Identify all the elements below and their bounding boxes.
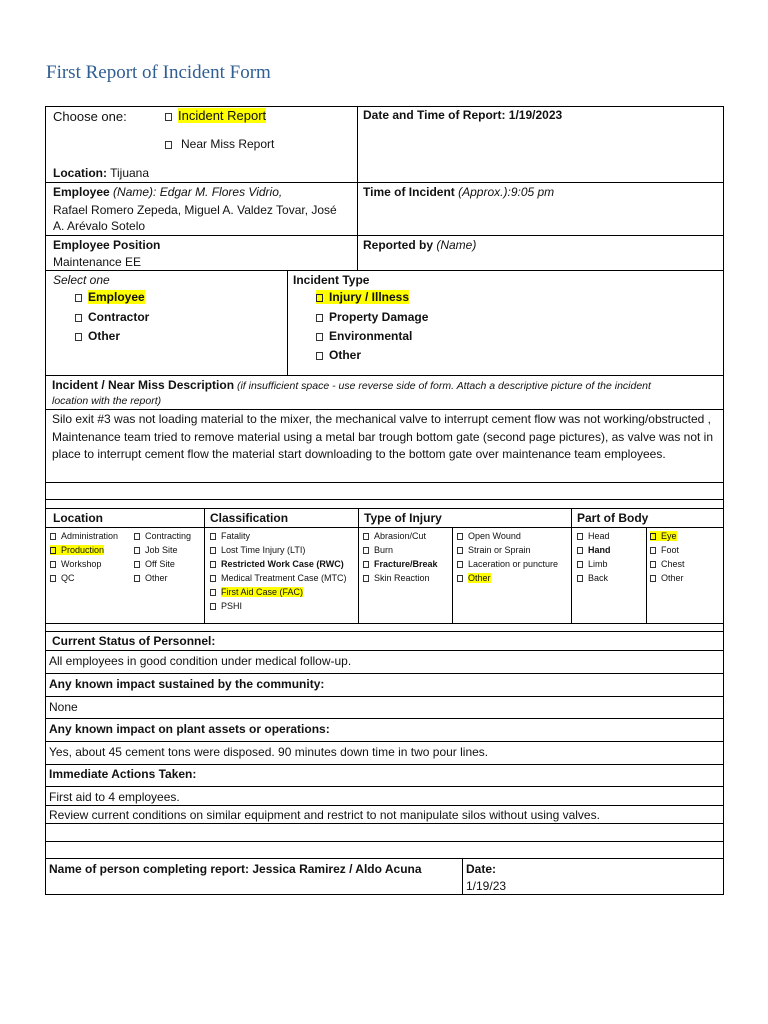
time-of-incident-field	[363, 185, 554, 200]
immediate-actions-label: Immediate Actions Taken:	[49, 767, 197, 781]
classification-option-rwc[interactable]: Restricted Work Case (RWC)	[210, 559, 344, 570]
checkbox-icon	[50, 547, 56, 554]
row-divider	[45, 499, 724, 500]
checkbox-icon	[577, 533, 583, 540]
checkbox-icon	[457, 561, 463, 568]
reported-by-value: (Name)	[433, 238, 477, 252]
column-divider	[287, 270, 288, 376]
classification-option-fatality[interactable]: Fatality	[210, 531, 250, 542]
classification-option-lti[interactable]: Lost Time Injury (LTI)	[210, 545, 305, 556]
checkbox-icon	[210, 547, 216, 554]
checkbox-icon	[363, 575, 369, 582]
body-option-chest[interactable]: Chest	[650, 559, 685, 570]
checkbox-icon	[363, 533, 369, 540]
category-type-of-injury-header: Type of Injury	[364, 511, 442, 525]
row-divider	[45, 631, 724, 632]
checkbox-icon	[316, 333, 323, 341]
select-one-option-contractor[interactable]: Contractor	[75, 310, 149, 325]
completing-person: Name of person completing report: Jessica Ramirez / Aldo Acuna	[49, 862, 422, 876]
checkbox-icon	[165, 141, 172, 149]
column-divider	[571, 508, 572, 624]
incident-report-label: Incident Report	[178, 108, 267, 123]
injury-option-skin-reaction[interactable]: Skin Reaction	[363, 573, 430, 584]
checkbox-icon	[50, 561, 56, 568]
date-label: Date:	[466, 862, 497, 876]
incident-type-option-other[interactable]: Other	[316, 348, 361, 363]
immediate-actions-value2: Review current conditions on similar equipment and restrict to not manipulate silos without using valves.	[49, 808, 600, 822]
location-option-contracting[interactable]: Contracting	[134, 531, 191, 542]
select-one-option-employee[interactable]: Employee	[75, 290, 145, 305]
location-label: Location:	[53, 166, 107, 180]
personnel-status-value: All employees in good condition under medical follow-up.	[49, 654, 352, 668]
classification-option-fac[interactable]: First Aid Case (FAC)	[210, 587, 303, 598]
row-divider	[45, 508, 724, 509]
row-divider	[45, 409, 724, 410]
checkbox-icon	[210, 589, 216, 596]
location-option-job-site[interactable]: Job Site	[134, 545, 178, 556]
row-divider	[45, 841, 724, 842]
category-classification-header: Classification	[210, 511, 289, 525]
incident-type-label: Incident Type	[293, 273, 370, 287]
checkbox-icon	[75, 333, 82, 341]
column-divider	[452, 527, 453, 624]
classification-option-mtc[interactable]: Medical Treatment Case (MTC)	[210, 573, 347, 584]
row-divider	[45, 858, 724, 859]
row-divider	[45, 375, 724, 376]
incident-type-option-environmental[interactable]: Environmental	[316, 329, 412, 344]
column-divider	[358, 508, 359, 624]
column-divider	[204, 508, 205, 624]
employee-label: Employee	[53, 185, 110, 199]
row-divider	[45, 182, 724, 183]
row-divider	[45, 786, 724, 787]
checkbox-icon	[50, 533, 56, 540]
description-header	[52, 378, 651, 394]
body-option-limb[interactable]: Limb	[577, 559, 608, 570]
row-divider	[45, 823, 724, 824]
personnel-status-label: Current Status of Personnel:	[52, 634, 216, 648]
select-one-option-other[interactable]: Other	[75, 329, 120, 344]
checkbox-icon	[134, 547, 140, 554]
location-value: Tijuana	[107, 166, 150, 180]
description-text: Silo exit #3 was not loading material to the mixer, the mechanical valve to interrupt cement flow was not working/obstructed , Maintenance team tried to remove material using a metal bar trough bottom gate (second page pictures), as valve was not in place to interrupt cement flow the material start downloading to the bottom gate over maintenance team employees.	[52, 412, 714, 461]
checkbox-icon	[316, 314, 323, 322]
checkbox-icon	[75, 294, 82, 302]
row-divider	[45, 623, 724, 624]
body-option-head[interactable]: Head	[577, 531, 610, 542]
checkbox-icon	[210, 575, 216, 582]
community-impact-value: None	[49, 700, 78, 714]
incident-report-option[interactable]	[165, 108, 266, 123]
column-divider	[462, 858, 463, 895]
column-divider	[357, 106, 358, 270]
location-option-production[interactable]: Production	[50, 545, 104, 556]
time-of-incident-value: (Approx.):9:05 pm	[454, 185, 555, 199]
row-divider	[45, 527, 724, 528]
immediate-actions-value1: First aid to 4 employees.	[49, 790, 180, 804]
near-miss-report-label: Near Miss Report	[181, 137, 275, 151]
checkbox-icon	[316, 352, 323, 360]
body-option-foot[interactable]: Foot	[650, 545, 679, 556]
plant-impact-label: Any known impact on plant assets or operations:	[49, 722, 330, 736]
checkbox-icon	[134, 533, 140, 540]
checkbox-icon	[316, 294, 323, 302]
location-option-administration[interactable]: Administration	[50, 531, 118, 542]
reported-by-field	[363, 238, 476, 253]
row-divider	[45, 235, 724, 236]
near-miss-report-option[interactable]	[165, 137, 274, 152]
injury-option-open-wound[interactable]: Open Wound	[457, 531, 521, 542]
checkbox-icon	[650, 547, 656, 554]
row-divider	[45, 270, 724, 271]
employee-names-line2: Rafael Romero Zepeda, Miguel A. Valdez Tovar, José	[53, 203, 337, 217]
classification-option-pshi[interactable]: PSHI	[210, 601, 242, 612]
body-option-hand[interactable]: Hand	[577, 545, 611, 556]
injury-option-abrasion[interactable]: Abrasion/Cut	[363, 531, 426, 542]
description-note-line2: location with the report)	[52, 395, 162, 407]
checkbox-icon	[363, 561, 369, 568]
checkbox-icon	[50, 575, 56, 582]
select-one-label: Select one	[53, 273, 110, 287]
date-time-report: Date and Time of Report: 1/19/2023	[363, 108, 563, 122]
incident-type-option-property[interactable]: Property Damage	[316, 310, 428, 325]
checkbox-icon	[650, 561, 656, 568]
injury-option-burn[interactable]: Burn	[363, 545, 393, 556]
checkbox-icon	[210, 561, 216, 568]
employee-position-label: Employee Position	[53, 238, 161, 252]
body-option-other[interactable]: Other	[650, 573, 684, 584]
community-impact-label: Any known impact sustained by the community:	[49, 677, 325, 691]
choose-one-label: Choose one:	[53, 109, 127, 124]
injury-option-fracture[interactable]: Fracture/Break	[363, 559, 438, 570]
body-option-back[interactable]: Back	[577, 573, 608, 584]
checkbox-icon	[165, 113, 172, 121]
checkbox-icon	[457, 547, 463, 554]
reported-by-label: Reported by	[363, 238, 434, 252]
checkbox-icon	[650, 533, 656, 540]
checkbox-icon	[75, 314, 82, 322]
table-border	[45, 106, 46, 895]
table-border	[45, 106, 724, 107]
location-option-workshop[interactable]: Workshop	[50, 559, 101, 570]
location-option-other[interactable]: Other	[134, 573, 168, 584]
row-divider	[45, 696, 724, 697]
checkbox-icon	[210, 603, 216, 610]
table-border	[45, 894, 724, 895]
employee-position-value: Maintenance EE	[53, 255, 142, 269]
employee-field	[53, 185, 282, 200]
column-divider	[646, 527, 647, 624]
location-field	[53, 166, 149, 181]
row-divider	[45, 741, 724, 742]
checkbox-icon	[210, 533, 216, 540]
checkbox-icon	[577, 561, 583, 568]
row-divider	[45, 650, 724, 651]
injury-option-laceration[interactable]: Laceration or puncture	[457, 559, 558, 570]
row-divider	[45, 764, 724, 765]
employee-names-line1: (Name): Edgar M. Flores Vidrio,	[109, 185, 283, 199]
time-of-incident-label: Time of Incident	[363, 185, 455, 199]
date-value: 1/19/23	[466, 879, 507, 893]
checkbox-icon	[577, 575, 583, 582]
checkbox-icon	[457, 575, 463, 582]
row-divider	[45, 482, 724, 483]
category-location-header: Location	[53, 511, 103, 525]
body-option-eye[interactable]: Eye	[650, 531, 677, 542]
checkbox-icon	[457, 533, 463, 540]
plant-impact-value: Yes, about 45 cement tons were disposed. 90 minutes down time in two pour lines.	[49, 745, 489, 759]
injury-option-strain[interactable]: Strain or Sprain	[457, 545, 531, 556]
category-part-of-body-header: Part of Body	[577, 511, 649, 525]
checkbox-icon	[363, 547, 369, 554]
injury-option-other[interactable]: Other	[457, 573, 491, 584]
location-option-qc[interactable]: QC	[50, 573, 75, 584]
description-note-line1: (if insufficient space - use reverse side of form. Attach a descriptive picture of the incident	[234, 380, 651, 392]
location-option-off-site[interactable]: Off Site	[134, 559, 175, 570]
checkbox-icon	[650, 575, 656, 582]
row-divider	[45, 805, 724, 806]
row-divider	[45, 718, 724, 719]
employee-names-line3: A. Arévalo Sotelo	[53, 219, 146, 233]
incident-type-option-injury[interactable]: Injury / Illness	[316, 290, 409, 305]
checkbox-icon	[134, 561, 140, 568]
description-label: Incident / Near Miss Description	[52, 378, 235, 392]
form-title: First Report of Incident Form	[46, 62, 271, 83]
table-border	[723, 106, 724, 895]
row-divider	[45, 673, 724, 674]
checkbox-icon	[134, 575, 140, 582]
checkbox-icon	[577, 547, 583, 554]
